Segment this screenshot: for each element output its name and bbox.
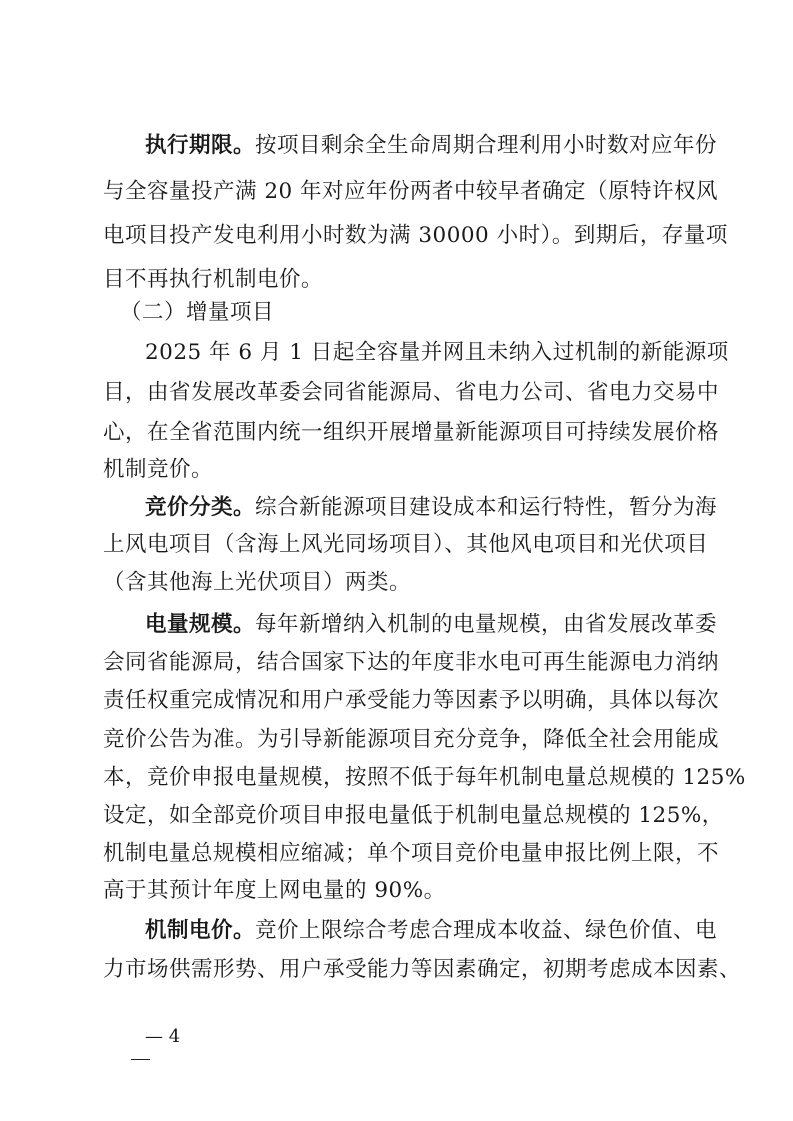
text-line: 2025 年 6 月 1 日起全容量并网且未纳入过机制的新能源项 [145, 340, 729, 365]
text-line: 本，竞价申报电量规模，按照不低于每年机制电量总规模的 125% [103, 765, 746, 790]
paragraph-bid-classification-line-1: 竞价分类。综合新能源项目建设成本和运行特性，暂分为海 [145, 495, 718, 520]
text-line: 设定，如全部竞价项目申报电量低于机制电量总规模的 125%， [103, 803, 724, 828]
text-line: 心，在全省范围内统一组织开展增量新能源项目可持续发展价格 [103, 420, 720, 445]
text-line: 上风电项目（含海上风光同场项目）、其他风电项目和光伏项目 [103, 532, 709, 557]
text-line: （含其他海上光伏项目）两类。 [103, 570, 412, 595]
text-line: 机制电量总规模相应缩减；单个项目竞价电量申报比例上限，不 [103, 841, 720, 866]
page-number: — 4 [145, 1026, 181, 1047]
text-line: 目不再执行机制电价。 [103, 267, 324, 292]
text-line: 会同省能源局，结合国家下达的年度非水电可再生能源电力消纳 [103, 650, 720, 675]
text-line: 电项目投产发电利用小时数为满 30000 小时）。到期后，存量项 [103, 223, 728, 248]
text-line: 高于其预计年度上网电量的 90%。 [103, 878, 446, 903]
section-heading: （二）增量项目 [120, 300, 275, 325]
paragraph-lead: 机制电价。 [145, 918, 256, 943]
paragraph-electricity-scale-line-1: 电量规模。每年新增纳入机制的电量规模，由省发展改革委 [145, 612, 718, 637]
text-line: 与全容量投产满 20 年对应年份两者中较早者确定（原特许权风 [103, 179, 719, 204]
paragraph-execution-period-line-1: 执行期限。按项目剩余全生命周期合理利用小时数对应年份 [145, 133, 718, 158]
footer-dash [131, 1059, 150, 1060]
text-line: 机制竞价。 [103, 457, 214, 482]
text-line: 责任权重完成情况和用户承受能力等因素予以明确，具体以每次 [103, 688, 720, 713]
paragraph-lead: 竞价分类。 [145, 495, 256, 520]
text-line: 力市场供需形势、用户承受能力等因素确定，初期考虑成本因素、 [103, 957, 742, 982]
paragraph-mechanism-price-line-1: 机制电价。竞价上限综合考虑合理成本收益、绿色价值、电 [145, 918, 718, 943]
paragraph-lead: 电量规模。 [145, 612, 256, 637]
paragraph-lead: 执行期限。 [145, 133, 256, 158]
text-line: 竞价公告为准。为引导新能源项目充分竞争，降低全社会用能成 [103, 727, 720, 752]
text-line: 目，由省发展改革委会同省能源局、省电力公司、省电力交易中 [103, 380, 720, 405]
